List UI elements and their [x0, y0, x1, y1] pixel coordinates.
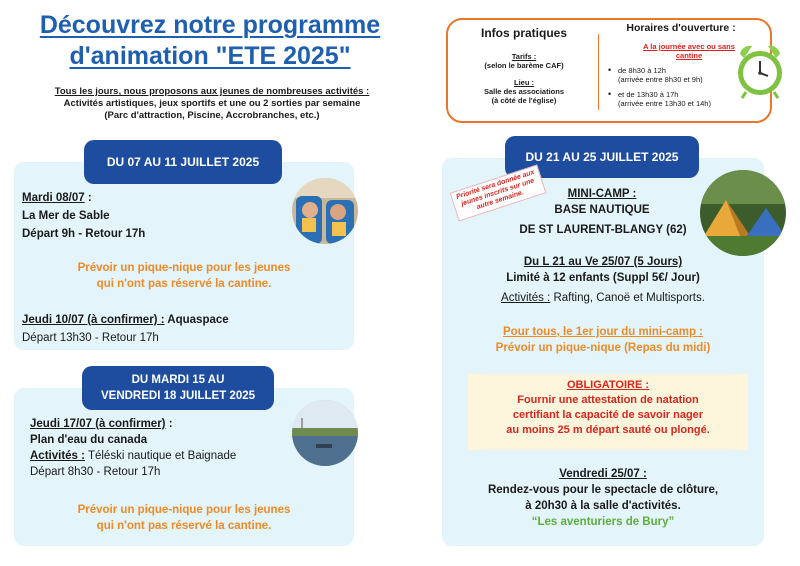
mini-camp-activities-label: Activités : — [501, 292, 551, 304]
week-1-notice — [14, 260, 354, 292]
week-1-day-2 — [22, 312, 229, 346]
week-1-day-1-label: Mardi 08/07 — [22, 192, 85, 204]
mini-camp-details — [442, 254, 764, 286]
intro-line-2: Activités artistiques, jeux sportifs et une ou 2 sorties par semaine — [63, 98, 361, 109]
week-2-activities-label: Activités : — [30, 450, 85, 462]
mandatory-text — [468, 378, 748, 438]
week-1-day-1-place: La Mer de Sable — [22, 210, 110, 222]
week-3-header: DU 21 AU 25 JUILLET 2025 — [505, 136, 699, 178]
mini-camp-dates: Du L 21 au Ve 25/07 (5 Jours) — [523, 256, 683, 268]
intro-text — [12, 86, 412, 122]
mini-camp-limit: Limité à 12 enfants (Suppl 5€/ Jour) — [506, 272, 700, 284]
week-2-day-1-times: Départ 8h30 - Retour 17h — [30, 466, 161, 478]
lieu-value-1: Salle des associations — [483, 87, 565, 96]
intro-line-1: Tous les jours, nous proposons aux jeunes de nombreuses activités : — [54, 86, 370, 97]
info-divider — [598, 34, 599, 110]
priority-stamp: Priorité sera donnée aux jeunes inscrits sur une autre semaine. — [450, 165, 547, 222]
hours-slot-2 — [606, 90, 746, 108]
title-line-2: d'animation "ETE 2025" — [69, 42, 351, 70]
week-1-day-2-label: Jeudi 10/07 (à confirmer) : — [22, 314, 165, 326]
mandatory-line-2: certifiant la capacité de savoir nager — [512, 409, 704, 421]
info-heading: Infos pratiques — [480, 26, 567, 40]
week-1-day-1 — [22, 190, 145, 242]
mini-camp-location: DE ST LAURENT-BLANGY (62) — [519, 224, 687, 236]
mini-camp-line-2: BASE NAUTIQUE — [554, 204, 650, 216]
week-2-day-1-colon: : — [165, 418, 173, 430]
friday-line-2: à 20h30 à la salle d'activités. — [525, 500, 681, 512]
week-1-header: DU 07 AU 11 JUILLET 2025 — [84, 140, 282, 184]
week-2-notice — [14, 502, 354, 534]
week-2-header — [82, 366, 274, 410]
lake-photo — [292, 400, 358, 466]
week-2-activities-value: Téléski nautique et Baignade — [84, 450, 237, 462]
week-1-day-2-place: Aquaspace — [164, 314, 229, 326]
week-2-header-line-2: VENDREDI 18 JUILLET 2025 — [100, 390, 256, 402]
mini-camp-title — [536, 186, 668, 218]
mini-camp-picnic-line-2: Prévoir un pique-nique (Repas du midi) — [495, 342, 711, 354]
mandatory-line-3: au moins 25 m départ sauté ou plongé. — [506, 424, 710, 436]
mini-camp-picnic — [442, 324, 764, 356]
week-1-notice-line-1: Prévoir un pique-nique pour les jeunes — [77, 262, 291, 274]
page-title — [20, 10, 400, 72]
friday-line-1: Rendez-vous pour le spectacle de clôture, — [487, 484, 719, 496]
week-2-day-1-place: Plan d'eau du canada — [30, 434, 148, 446]
intro-line-3: (Parc d'attraction, Piscine, Accrobranches, etc.) — [104, 110, 320, 121]
hours-slot-1 — [606, 66, 746, 84]
tarifs-label: Tarifs : — [511, 52, 537, 61]
show-title: “Les aventuriers de Bury” — [531, 516, 675, 528]
ride-photo — [292, 178, 358, 244]
hours-slot-1-arrival: (arrivée entre 8h30 et 9h) — [618, 75, 703, 84]
mini-camp-picnic-line-1: Pour tous, le 1er jour du mini-camp : — [503, 326, 703, 338]
week-1-day-2-times: Départ 13h30 - Retour 17h — [22, 332, 159, 344]
hours-slot-2-time: • et de 13h30 à 17h — [618, 90, 679, 99]
lieu-value-2: (à côté de l'église) — [491, 96, 557, 105]
mini-camp-activities — [442, 290, 764, 306]
week-2-notice-line-1: Prévoir un pique-nique pour les jeunes — [77, 504, 291, 516]
week-1-notice-line-2: qui n'ont pas réservé la cantine. — [96, 278, 272, 290]
title-line-1: Découvrez notre programme — [39, 11, 381, 39]
info-box — [446, 18, 772, 123]
week-2-notice-line-2: qui n'ont pas réservé la cantine. — [96, 520, 272, 532]
tarifs-value: (selon le barème CAF) — [484, 61, 564, 70]
hours-heading: Horaires d'ouverture : — [626, 22, 736, 34]
week-2-header-line-1: DU MARDI 15 AU — [131, 374, 225, 386]
camp-photo — [700, 170, 786, 256]
closing-event — [442, 466, 764, 530]
friday-label: Vendredi 25/07 : — [559, 468, 647, 480]
info-practical — [454, 26, 594, 113]
week-1-day-1-colon: : — [84, 192, 92, 204]
week-2-day-1 — [30, 416, 236, 480]
mini-camp-activities-value: Rafting, Canoë et Multisports. — [550, 292, 705, 304]
hours-note: A la journée avec ou sans cantine — [643, 42, 735, 60]
mini-camp-label: MINI-CAMP : — [567, 188, 637, 200]
alarm-clock-icon — [730, 40, 790, 100]
lieu-label: Lieu : — [514, 78, 534, 87]
week-2-day-1-label: Jeudi 17/07 (à confirmer) — [30, 418, 166, 430]
mandatory-line-1: Fournir une attestation de natation — [517, 394, 699, 406]
hours-slot-1-time: • de 8h30 à 12h — [618, 66, 666, 75]
week-1-day-1-times: Départ 9h - Retour 17h — [22, 228, 146, 240]
hours-slot-2-arrival: (arrivée entre 13h30 et 14h) — [618, 99, 711, 108]
mandatory-label: OBLIGATOIRE : — [566, 379, 650, 391]
